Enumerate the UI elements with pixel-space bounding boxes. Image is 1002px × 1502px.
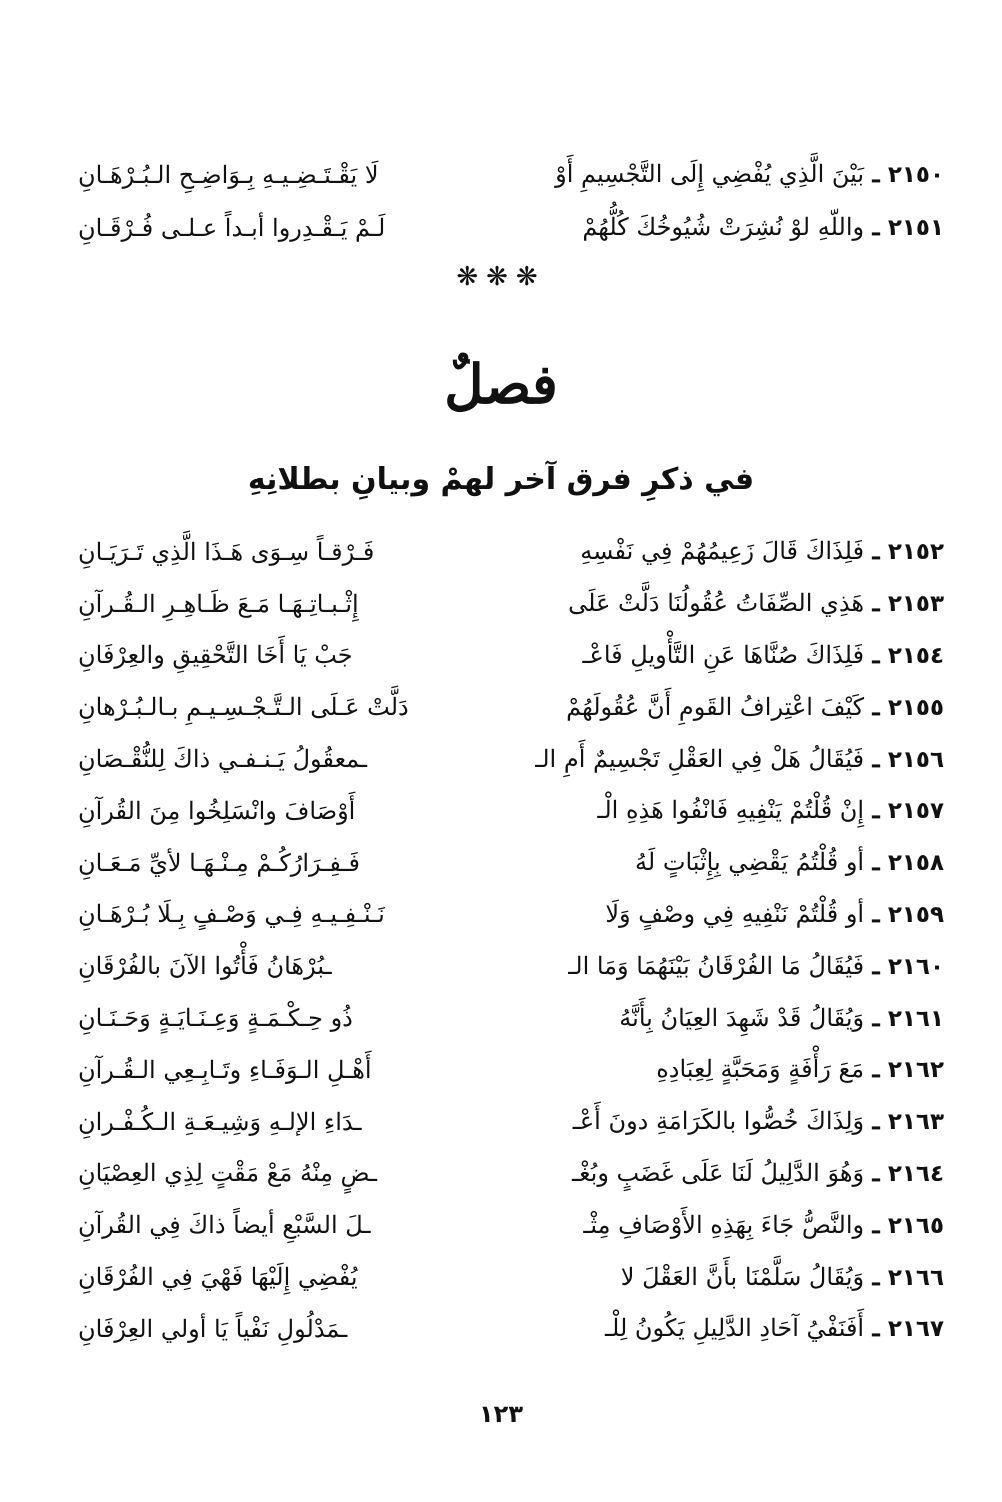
verse-separator: ـ xyxy=(864,1002,888,1032)
verse-number: ٢١٥٤ xyxy=(887,642,944,669)
verse-first-half: فَيُقَالُ مَا الفُرْقَانُ بَيْنَهُمَا وَمَا الـ xyxy=(568,951,865,980)
verse-second-hemistich: أَهْـلِ الـوَفَـاءِ وتَـابِـعِي الـقُـرآنِ xyxy=(78,1055,372,1084)
verse-first-hemistich xyxy=(504,795,944,825)
verse-first-hemistich xyxy=(504,1054,944,1084)
verse-first-half: فَيُقَالُ هَلْ فِي العَقْلِ تَجْسِيمٌ أَمِ الـ xyxy=(535,744,865,773)
verse-first-hemistich xyxy=(504,847,944,877)
verse-second-hemistich: ـمَدْلُولِ نَفْياً يَا أولي العِرْفَانِ xyxy=(78,1314,348,1343)
verse-second-hemistich: ـضٍ مِنْهُ مَعْ مَقْتٍ لِذِي العِصْيَانِ xyxy=(78,1159,377,1188)
verse-first-half: مَعَ رَأْفَةٍ وَمَحَبَّةٍ لِعِبَادِهِ xyxy=(656,1055,865,1084)
verse-first-hemistich xyxy=(504,898,944,928)
verse-separator: ـ xyxy=(864,847,888,877)
verse-separator: ـ xyxy=(864,898,888,928)
verse-second-hemistich: فَـرْقـاً سِـوَى هَـذَا الَّذِي تَـرَيَـانِ xyxy=(78,537,375,566)
verse-first-half: أَفَنَفْيُ آحَادِ الدَّلِيلِ يَكُونُ لِلْـ xyxy=(604,1314,865,1343)
verse-first-hemistich xyxy=(504,639,944,669)
verse-separator: ـ xyxy=(864,159,888,188)
section-heading: في ذكرِ فرق آخر لهمْ وبيانِ بطلانِهِ xyxy=(247,462,755,497)
verse-second-hemistich: فَـفِـرَارُكُـمْ مِـنْـهَـا لأيِّ مَـعَـانِ xyxy=(78,848,360,877)
verse-first-half: فَلِذَاكَ صُنَّاهَا عَنِ التَّأْويلِ فَاعْـ xyxy=(582,640,865,669)
verse-first-half: هَذِي الصِّفَاتُ عُقُولُنَا دَلَّتْ عَلَى xyxy=(568,589,865,618)
verse-first-hemistich xyxy=(504,536,944,566)
verse-separator: ـ xyxy=(864,795,888,825)
verse-first-hemistich xyxy=(504,1261,944,1291)
verse-separator: ـ xyxy=(864,639,888,669)
verse-first-half: والنَّصُّ جَاءَ بِهَذِهِ الأَوْصَافِ مِثْـ xyxy=(583,1210,865,1239)
verse-first-half: كَيْفَ اعْتِرافُ القَومِ أَنَّ عُقُولَهُمْ xyxy=(566,692,865,721)
verse xyxy=(78,992,944,1044)
verse xyxy=(78,785,944,837)
verse xyxy=(78,1044,944,1096)
verse-separator: ـ xyxy=(864,536,888,566)
verse-number: ٢١٥١ xyxy=(887,215,944,241)
verse-second-hemistich: أَوْصَافَ وانْسَلِخُوا مِنَ القُرآنِ xyxy=(78,796,356,825)
verse-number: ٢١٦٥ xyxy=(887,1212,944,1239)
page-number: ١٢٣ xyxy=(479,1400,523,1428)
verse-number: ٢١٥٧ xyxy=(887,798,944,825)
verse-first-half: وَلِذَاكَ خُصُّوا بالكَرَامَةِ دونَ أَعْـ xyxy=(572,1107,865,1136)
verse-number: ٢١٥٢ xyxy=(887,539,944,566)
verse-first-hemistich xyxy=(504,1313,944,1343)
verse-number: ٢١٥٠ xyxy=(887,162,944,188)
verse-first-hemistich xyxy=(504,950,944,980)
verse-number: ٢١٥٥ xyxy=(887,694,944,721)
verse-number: ٢١٦١ xyxy=(887,1005,944,1032)
verse xyxy=(78,1199,944,1251)
verse-first-hemistich xyxy=(504,159,944,188)
verse xyxy=(78,733,944,785)
verse xyxy=(78,148,944,201)
verse-number: ٢١٦٣ xyxy=(887,1109,944,1136)
verse-first-half: أو قُلْتُمْ نَنْفِيهِ فِي وصْفٍ وَلَا xyxy=(605,899,865,928)
verse xyxy=(78,940,944,992)
verse-second-hemistich: يُفْضِي إِلَيْهَا فَهْيَ فِي الفُرْقَانِ xyxy=(78,1263,358,1292)
verse-separator: ـ xyxy=(864,1261,888,1291)
verse-separator: ـ xyxy=(864,588,888,618)
verse-second-hemistich: ـمعقُولُ يَـنـفـي ذاكَ لِلنُّقْـصَانِ xyxy=(78,745,368,774)
verse-second-hemistich: ذُو حِـكْـمَـةٍ وَعِـنَـايَـةٍ وَحَـنَـانِ xyxy=(78,1004,353,1033)
verse-separator: ـ xyxy=(864,1209,888,1239)
verse xyxy=(78,1303,944,1355)
verse-second-hemistich: ـدَاءِ الإلـهِ وَشِيـعَـةِ الـكُـفْـرانِ xyxy=(78,1107,362,1136)
verse-second-hemistich: دَلَّتْ عَـلَى الـتَّـجْـسِـيـمِ بـالـبُـرْهانِ xyxy=(78,693,409,722)
verse-first-hemistich xyxy=(504,212,944,241)
verse-first-half: إِنْ قُلْتُمْ يَنْفِيهِ فَانْفُوا هَذِهِ الْـ xyxy=(597,796,865,825)
verse-first-half: وَهُوَ الدَّلِيلُ لَنَا عَلَى غَضَبٍ وبُغْـ xyxy=(572,1158,865,1187)
verse xyxy=(78,681,944,733)
verse-number: ٢١٦٤ xyxy=(887,1160,944,1187)
verse-first-half: أو قُلْتُمُ يَقْضِي بِإِثْبَاتٍ لَهُ xyxy=(635,848,865,877)
verse-number: ٢١٦٧ xyxy=(887,1316,944,1343)
verse-first-half: بَيْنَ الَّذِي يُفْضِي إِلَى التَّجْسِيمِ أَوْ xyxy=(555,160,865,188)
verse-first-half: واللّهِ لوْ نُشِرَتْ شُيُوخُكَ كُلُّهُمْ xyxy=(582,213,865,241)
verse-number: ٢١٦٢ xyxy=(887,1057,944,1084)
verse-number: ٢١٥٩ xyxy=(887,901,944,928)
verse-second-hemistich: ـبُرْهَانُ فَأْتُوا الآنَ بالفُرْقَانِ xyxy=(78,952,332,981)
verse-second-hemistich: ـلَ السَّبْعِ أيضاً ذاكَ فِي القُرآنِ xyxy=(78,1211,371,1240)
verse-separator: ـ xyxy=(864,691,888,721)
verse-first-hemistich xyxy=(504,743,944,773)
verse-first-half: وَيُقَالُ سَلَّمْنَا بأَنَّ العَقْلَ لا xyxy=(620,1262,865,1291)
verse-second-hemistich: لَا يَقْـتَـضِـيـهِ بِـوَاضِـحِ الـبُـرْهَـانِ xyxy=(78,160,379,189)
verse xyxy=(78,837,944,889)
verse-number: ٢١٥٨ xyxy=(887,850,944,877)
verse-first-hemistich xyxy=(504,691,944,721)
verse-separator: ـ xyxy=(864,743,888,773)
verse-first-hemistich xyxy=(504,588,944,618)
verse xyxy=(78,1096,944,1148)
verse-first-hemistich xyxy=(504,1209,944,1239)
section-separator: ❋❋❋ xyxy=(456,262,546,292)
verse xyxy=(78,578,944,630)
verse-separator: ـ xyxy=(864,1157,888,1187)
verse-second-hemistich: لَـمْ يَـقْـدِروا أبـداً عـلـى فُـرْقَـانِ xyxy=(78,213,386,242)
verse-second-hemistich: نَـنْـفِـيـهِ فِـي وَصْـفٍ بِـلَا بُـرْهَـانِ xyxy=(78,900,385,929)
verse-separator: ـ xyxy=(864,212,888,241)
verse xyxy=(78,1148,944,1200)
verse-separator: ـ xyxy=(864,1054,888,1084)
verse-separator: ـ xyxy=(864,950,888,980)
main-verses xyxy=(78,526,944,1355)
verse xyxy=(78,889,944,941)
verse-first-half: وَيُقَالُ قَدْ شَهِدَ العِيَانُ بِأَنَّهُ xyxy=(619,1003,865,1032)
verse xyxy=(78,630,944,682)
verse xyxy=(78,1251,944,1303)
verse xyxy=(78,201,944,254)
verse-separator: ـ xyxy=(864,1106,888,1136)
verse-first-half: فَلِذَاكَ قَالَ زَعِيمُهُمْ فِي نَفْسِهِ xyxy=(580,537,865,566)
verse-first-hemistich xyxy=(504,1106,944,1136)
top-verses xyxy=(78,148,944,254)
verse-separator: ـ xyxy=(864,1313,888,1343)
verse-number: ٢١٦٦ xyxy=(887,1264,944,1291)
section-title: فصلٌ xyxy=(444,352,558,416)
verse-number: ٢١٥٦ xyxy=(887,746,944,773)
verse-first-hemistich xyxy=(504,1157,944,1187)
verse xyxy=(78,526,944,578)
verse-number: ٢١٥٣ xyxy=(887,591,944,618)
verse-second-hemistich: إِثْـبـاتِـهَـا مَـعَ ظَـاهِـرِ الـقُـرآنِ xyxy=(78,589,359,618)
verse-number: ٢١٦٠ xyxy=(887,953,944,980)
verse-first-hemistich xyxy=(504,1002,944,1032)
verse-second-hemistich: جَبْ يَا أَخَا التَّحْقِيقِ والعِرْفَانِ xyxy=(78,641,353,670)
